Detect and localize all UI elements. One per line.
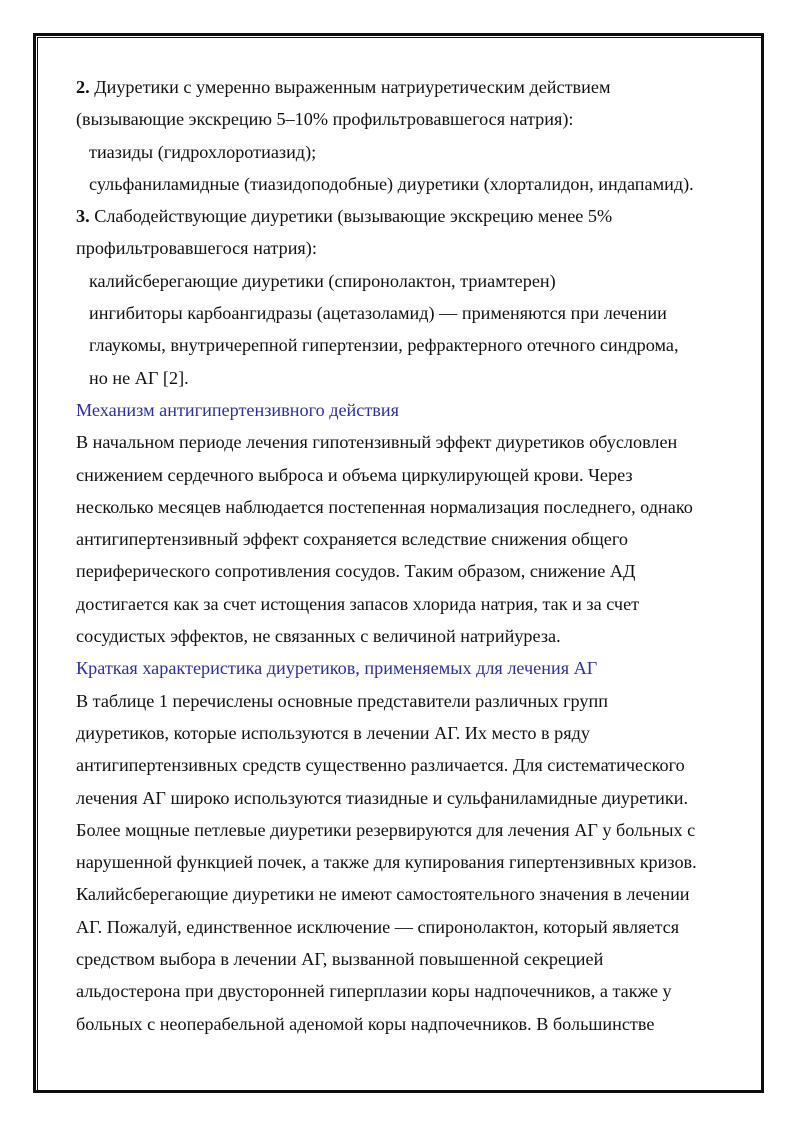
- paragraph-line: АГ. Пожалуй, единственное исключение — спиронолактон, который является: [76, 916, 680, 937]
- paragraph-line: несколько месяцев наблюдается постепенная нормализация последнего, однако: [76, 496, 693, 517]
- text-line: (вызывающие экскрецию 5–10% профильтровавшегося натрия):: [76, 109, 574, 130]
- paragraph-line: сосудистых эффектов, не связанных с величиной натрийуреза.: [76, 626, 561, 647]
- section-heading: Краткая характеристика диуретиков, применяемых для лечения АГ: [76, 658, 598, 679]
- paragraph-line: диуретиков, которые используются в лечении АГ. Их место в ряду: [76, 722, 590, 743]
- sub-item: но не АГ [2].: [89, 367, 189, 388]
- list-number: 2.: [76, 77, 90, 97]
- sub-item: ингибиторы карбоангидразы (ацетазоламид) — применяются при лечении: [89, 303, 667, 324]
- sub-item: сульфаниламидные (тиазидоподобные) диуретики (хлорталидон, индапамид).: [89, 173, 694, 194]
- list-item-3: [76, 200, 741, 232]
- list-number: 3.: [76, 206, 90, 227]
- paragraph-line: антигипертензивный эффект сохраняется вследствие снижения общего: [76, 529, 628, 550]
- paragraph-line: нарушенной функцией почек, а также для купирования гипертензивных кризов.: [76, 852, 697, 873]
- text-line: Слабодействующие диуретики (вызывающие экскрецию менее 5%: [89, 206, 613, 227]
- list-item-2: [76, 71, 741, 103]
- paragraph-line: снижением сердечного выброса и объема циркулирующей крови. Через: [76, 464, 633, 485]
- paragraph-line: Более мощные петлевые диуретики резервируются для лечения АГ у больных с: [76, 819, 696, 840]
- paragraph-line: достигается как за счет истощения запасов хлорида натрия, так и за счет: [76, 593, 640, 614]
- text-line: профильтровавшегося натрия):: [76, 238, 317, 259]
- document-body: [76, 71, 741, 1040]
- paragraph-line: лечения АГ широко используются тиазидные и сульфаниламидные диуретики.: [76, 787, 688, 808]
- paragraph-line: Калийсберегающие диуретики не имеют самостоятельного значения в лечении: [76, 884, 690, 905]
- sub-item: глаукомы, внутричерепной гипертензии, рефрактерного отечного синдрома,: [89, 335, 679, 356]
- paragraph-line: альдостерона при двусторонней гиперплазии коры надпочечников, а также у: [76, 981, 672, 1002]
- sub-item: калийсберегающие диуретики (спиронолактон, триамтерен): [89, 270, 556, 291]
- section-heading: Механизм антигипертензивного действия: [76, 399, 399, 420]
- paragraph-line: антигипертензивных средств существенно различается. Для систематического: [76, 755, 685, 776]
- paragraph-line: средством выбора в лечении АГ, вызванной повышенной секрецией: [76, 949, 604, 970]
- paragraph-line: больных с неоперабельной аденомой коры надпочечников. В большинстве: [76, 1013, 655, 1034]
- paragraph-line: В таблице 1 перечислены основные представители различных групп: [76, 690, 608, 711]
- text-line: Диуретики с умеренно выраженным натриуретическим действием: [89, 77, 611, 97]
- paragraph-line: периферического сопротивления сосудов. Таким образом, снижение АД: [76, 561, 636, 582]
- sub-item: тиазиды (гидрохлоротиазид);: [89, 141, 317, 162]
- paragraph-line: В начальном периоде лечения гипотензивный эффект диуретиков обусловлен: [76, 432, 678, 453]
